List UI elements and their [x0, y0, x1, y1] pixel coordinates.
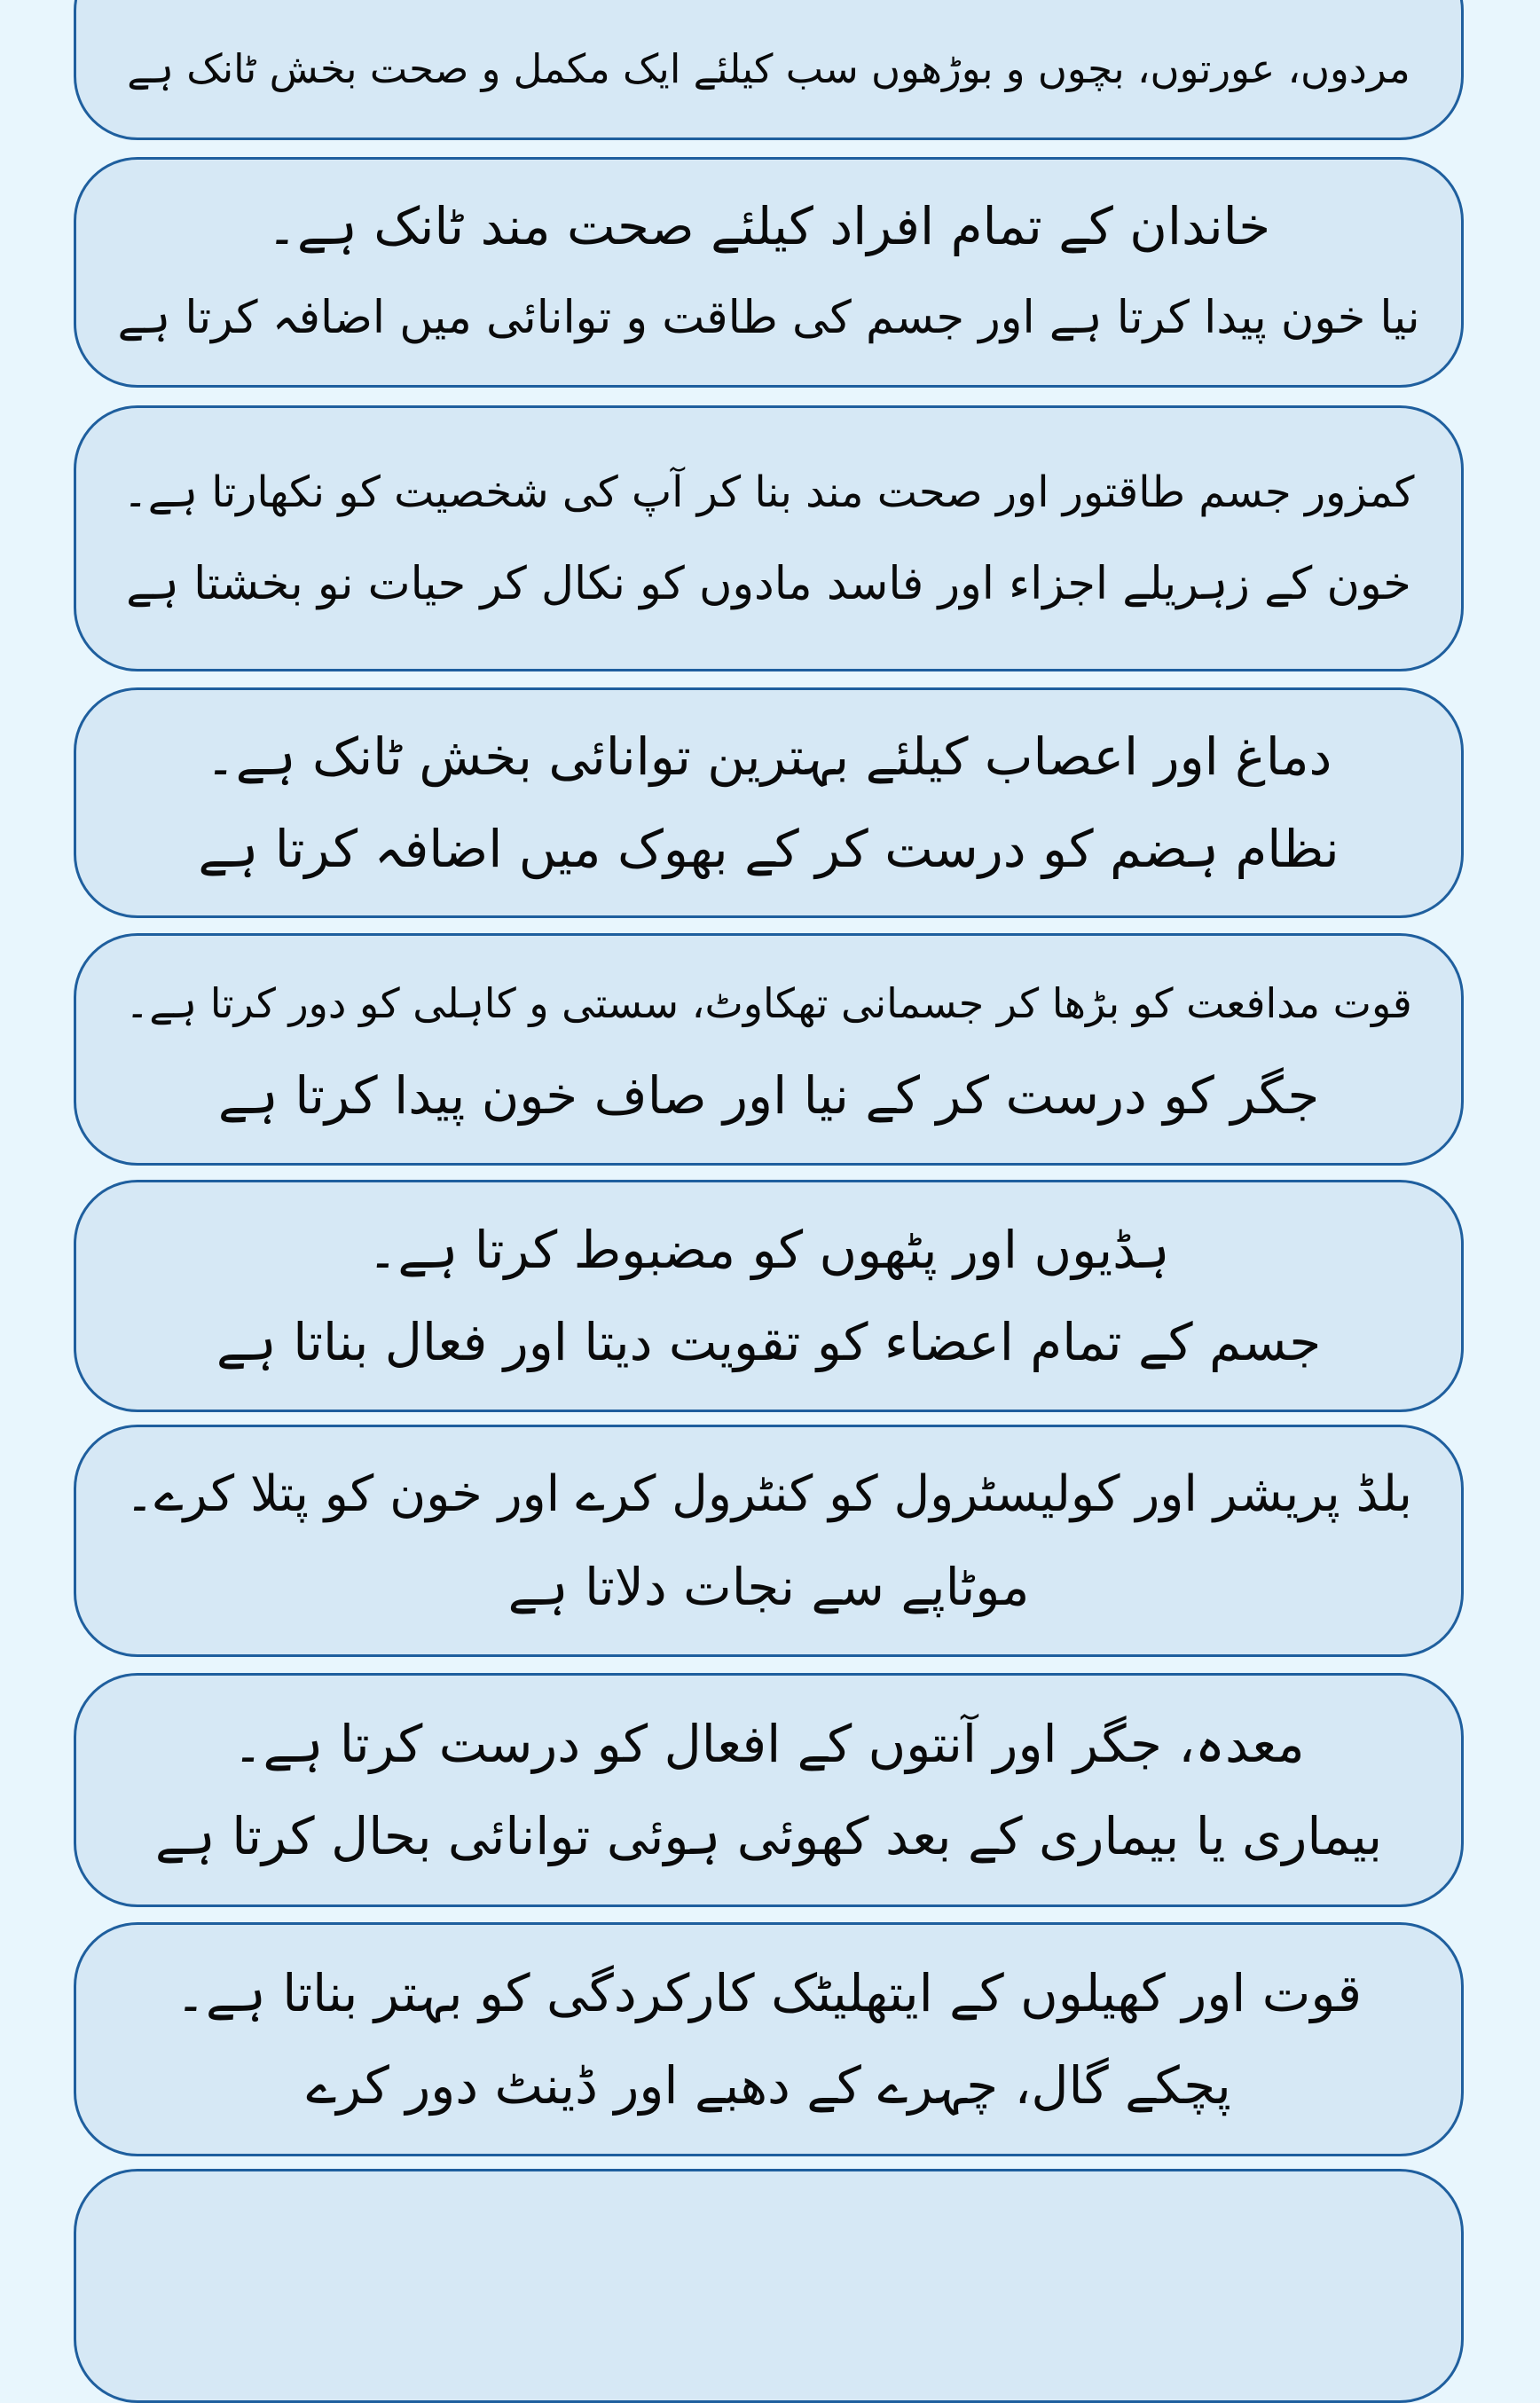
benefit-line: خاندان کے تمام افراد کیلئے صحت مند ٹانک ہے۔ — [266, 196, 1271, 256]
benefit-line: بلڈ پریشر اور کولیسٹرول کو کنٹرول کرے اور خون کو پتلا کرے۔ — [125, 1465, 1412, 1523]
benefit-line: موٹاپے سے نجات دلاتا ہے — [507, 1557, 1030, 1617]
benefit-line: قوت اور کھیلوں کے ایتھلیٹک کارکردگی کو بہتر بناتا ہے۔ — [175, 1963, 1363, 2023]
benefit-card-5 — [74, 933, 1464, 1166]
benefit-line: بیماری یا بیماری کے بعد کھوئی ہوئی توانائی بحال کرتا ہے — [154, 1806, 1383, 1866]
benefit-line: قوت مدافعت کو بڑھا کر جسمانی تھکاوٹ، سستی و کاہلی کو دور کرتا ہے۔ — [125, 979, 1412, 1027]
benefit-line: جگر کو درست کر کے نیا اور صاف خون پیدا کرتا ہے — [217, 1065, 1320, 1126]
benefit-line: ہڈیوں اور پٹھوں کو مضبوط کرتا ہے۔ — [367, 1220, 1170, 1280]
benefit-line: کمزور جسم طاقتور اور صحت مند بنا کر آپ کی شخصیت کو نکھارتا ہے۔ — [122, 467, 1415, 517]
benefit-line: نیا خون پیدا کرتا ہے اور جسم کی طاقت و توانائی میں اضافہ کرتا ہے — [117, 292, 1420, 344]
benefit-card-10 — [74, 2169, 1464, 2403]
benefit-line: نظام ہضم کو درست کر کے بھوک میں اضافہ کرتا ہے — [198, 819, 1340, 879]
benefit-line: خون کے زہریلے اجزاء اور فاسد مادوں کو نکال کر حیات نو بخشتا ہے — [126, 558, 1411, 610]
benefit-card-8 — [74, 1673, 1464, 1907]
benefit-card-7 — [74, 1425, 1464, 1657]
benefit-line: دماغ اور اعصاب کیلئے بہترین توانائی بخش ٹانک ہے۔ — [205, 726, 1332, 787]
benefit-card-4 — [74, 687, 1464, 918]
benefit-card-6 — [74, 1180, 1464, 1412]
benefit-line: جسم کے تمام اعضاء کو تقویت دیتا اور فعال بناتا ہے — [216, 1312, 1322, 1372]
benefit-line: معدہ، جگر اور آنتوں کے افعال کو درست کرتا ہے۔ — [232, 1714, 1305, 1774]
benefit-line: مردوں، عورتوں، بچوں و بوڑھوں سب کیلئے ایک مکمل و صحت بخش ٹانک ہے — [127, 45, 1410, 92]
benefit-card-1 — [74, 0, 1464, 140]
benefit-card-9 — [74, 1922, 1464, 2156]
benefit-line: پچکے گال، چہرے کے دھبے اور ڈینٹ دور کرے — [306, 2055, 1231, 2116]
benefit-card-2 — [74, 157, 1464, 388]
benefit-card-3 — [74, 405, 1464, 671]
